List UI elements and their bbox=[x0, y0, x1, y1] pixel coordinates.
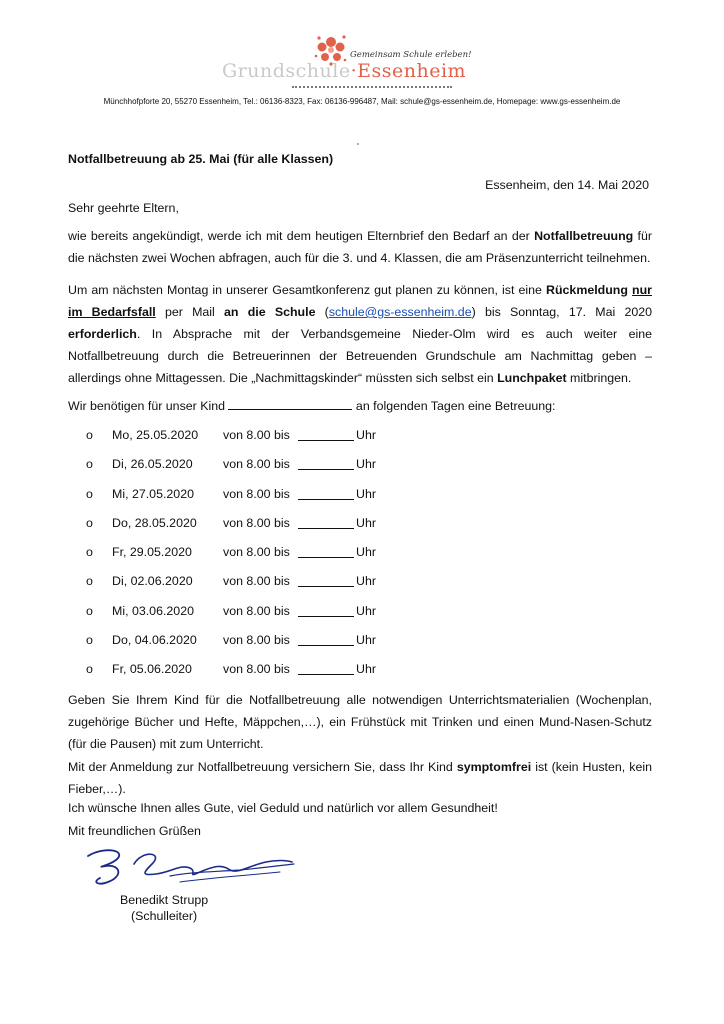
schedule-from: von 8.00 bis bbox=[223, 545, 290, 560]
checkbox-bullet[interactable]: o bbox=[86, 428, 93, 442]
end-time-blank[interactable] bbox=[298, 616, 354, 617]
letter-greeting: Sehr geehrte Eltern, bbox=[68, 201, 179, 215]
schedule-day: Di, 02.06.2020 bbox=[112, 574, 193, 589]
schedule-unit: Uhr bbox=[356, 515, 376, 530]
signer-name: Benedikt Strupp bbox=[120, 893, 209, 907]
checkbox-bullet[interactable]: o bbox=[86, 515, 93, 530]
schedule-row bbox=[68, 545, 488, 574]
end-time-blank[interactable] bbox=[298, 469, 354, 470]
schedule-row bbox=[68, 604, 488, 633]
schedule-unit: Uhr bbox=[356, 428, 376, 442]
schedule-from: von 8.00 bis bbox=[223, 574, 290, 589]
schedule-day: Mi, 03.06.2020 bbox=[112, 603, 194, 618]
handwritten-signature-icon bbox=[80, 842, 300, 892]
schedule-day: Do, 04.06.2020 bbox=[112, 633, 197, 648]
school-logo bbox=[222, 32, 512, 94]
schedule-unit: Uhr bbox=[356, 662, 376, 677]
schedule-day: Di, 26.05.2020 bbox=[112, 457, 193, 472]
checkbox-bullet[interactable]: o bbox=[86, 545, 93, 560]
schedule-day: Fr, 29.05.2020 bbox=[112, 545, 192, 560]
checkbox-bullet[interactable]: o bbox=[86, 662, 93, 677]
letter-heading: Notfallbetreuung ab 25. Mai (für alle Klassen) bbox=[68, 152, 334, 166]
schedule-day: Fr, 05.06.2020 bbox=[112, 662, 192, 677]
child-name-blank[interactable] bbox=[228, 399, 352, 410]
paragraph-materials: Geben Sie Ihrem Kind für die Notfallbetreuung alle notwendigen Unterrichtsmaterialien (Wochenplan, zugehörige Bücher und Hefte, Mäppchen,…), ein Frühstück mit Trinken und einen Mund-Nasen-Schutz (für die Pausen) mit zum Unterricht. bbox=[68, 693, 652, 751]
schedule-row bbox=[68, 516, 488, 545]
schedule-from: von 8.00 bis bbox=[223, 662, 290, 677]
schedule-from: von 8.00 bis bbox=[223, 515, 290, 530]
schedule-day: Mo, 25.05.2020 bbox=[112, 428, 199, 442]
schedule-unit: Uhr bbox=[356, 545, 376, 560]
paragraph-intro: wie bereits angekündigt, werde ich mit dem heutigen Elternbrief den Bedarf an der Notfallbetreuung für die nächsten zwei Wochen abfragen, auch für die 3. und 4. Klassen, die am Präsenzunterricht teilnehmen. bbox=[68, 229, 653, 265]
school-tagline: Gemeinsam Schule erleben! bbox=[350, 50, 472, 60]
school-email-link[interactable]: schule@gs-essenheim.de bbox=[328, 305, 472, 319]
end-time-blank[interactable] bbox=[298, 674, 354, 675]
school-name: Grundschule·Essenheim bbox=[222, 60, 467, 82]
schedule-row bbox=[68, 574, 488, 603]
school-name-part1: Grundschule bbox=[222, 60, 351, 82]
schedule-unit: Uhr bbox=[356, 633, 376, 648]
closing-greeting: Mit freundlichen Grüßen bbox=[68, 824, 201, 838]
schedule-row bbox=[68, 633, 488, 662]
end-time-blank[interactable] bbox=[298, 557, 354, 558]
end-time-blank[interactable] bbox=[298, 528, 354, 529]
schedule-unit: Uhr bbox=[356, 457, 376, 472]
schedule-day: Do, 28.05.2020 bbox=[112, 515, 197, 530]
care-schedule-list bbox=[68, 428, 488, 692]
end-time-blank[interactable] bbox=[298, 645, 354, 646]
school-name-part2: Essenheim bbox=[357, 60, 467, 82]
school-address: Münchhofpforte 20, 55270 Essenheim, Tel.: 06136-8323, Fax: 06136-996487, Mail: schule@gs-essenheim.de, Homepage: www.gs-essenheim.de bbox=[103, 97, 621, 106]
closing-wishes: Ich wünsche Ihnen alles Gute, viel Geduld und natürlich vor allem Gesundheit! bbox=[68, 801, 498, 815]
schedule-day: Mi, 27.05.2020 bbox=[112, 486, 194, 501]
schedule-unit: Uhr bbox=[356, 486, 376, 501]
logo-dotted-rule bbox=[292, 86, 452, 88]
paragraph-feedback: Um am nächsten Montag in unserer Gesamtkonferenz gut planen zu können, ist eine Rückmeldung nur im Bedarfsfall per Mail an die Schule (schule@gs-essenheim.de) bis Sonntag, 17. Mai 2020 erforderlich. In Absprache mit der Verbandsgemeine Nieder-Olm wird es auch weiter eine Notfallbetreuung durch die Betreuerinnen der Betreuenden Grundschule am Nachmittag geben – allerdings ohne Mittagessen. Die „Nachmittagskinder“ müssten sich selbst ein Lunchpaket mitbringen. bbox=[68, 283, 653, 385]
schedule-from: von 8.00 bis bbox=[223, 633, 290, 648]
letter-date: Essenheim, den 14. Mai 2020 bbox=[485, 178, 649, 192]
checkbox-bullet[interactable]: o bbox=[86, 574, 93, 589]
schedule-row bbox=[68, 428, 488, 457]
schedule-from: von 8.00 bis bbox=[223, 603, 290, 618]
end-time-blank[interactable] bbox=[298, 440, 354, 441]
child-request-line: Wir benötigen für unser Kind an folgenden Tagen eine Betreuung: bbox=[68, 399, 556, 413]
schedule-from: von 8.00 bis bbox=[223, 457, 290, 472]
paragraph-symptom-free: Mit der Anmeldung zur Notfallbetreuung versichern Sie, dass Ihr Kind symptomfrei ist (kein Husten, kein Fieber,…). bbox=[68, 760, 652, 796]
checkbox-bullet[interactable]: o bbox=[86, 457, 93, 472]
end-time-blank[interactable] bbox=[298, 586, 354, 587]
checkbox-bullet[interactable]: o bbox=[86, 603, 93, 618]
checkbox-bullet[interactable]: o bbox=[86, 633, 93, 648]
schedule-unit: Uhr bbox=[356, 574, 376, 589]
schedule-unit: Uhr bbox=[356, 603, 376, 618]
stray-dot bbox=[357, 143, 359, 145]
checkbox-bullet[interactable]: o bbox=[86, 486, 93, 501]
signer-role: (Schulleiter) bbox=[131, 909, 198, 923]
end-time-blank[interactable] bbox=[298, 499, 354, 500]
signer-block bbox=[120, 892, 208, 924]
schedule-from: von 8.00 bis bbox=[223, 486, 290, 501]
schedule-row bbox=[68, 662, 488, 691]
schedule-row bbox=[68, 457, 488, 486]
schedule-from: von 8.00 bis bbox=[223, 428, 290, 442]
schedule-row bbox=[68, 487, 488, 516]
